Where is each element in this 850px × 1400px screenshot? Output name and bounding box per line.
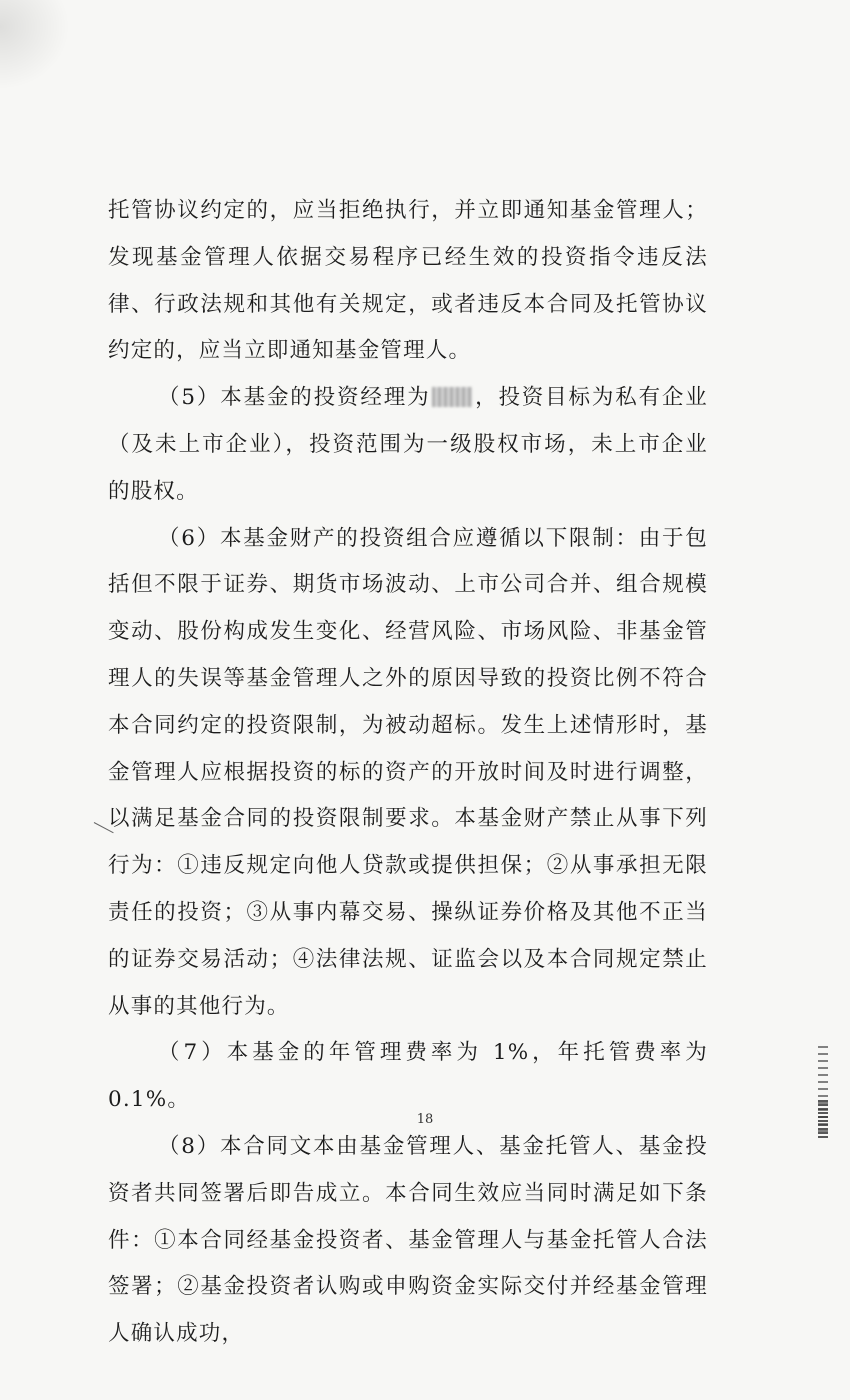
scan-shadow — [0, 0, 70, 90]
paragraph-text: （6）本基金财产的投资组合应遵循以下限制：由于包括但不限于证券、期货市场波动、上市公司合并、组合规模变动、股份构成发生变化、经营风险、市场风险、非基金管理人的失误等基金管理人之外的原因导致的投资比例不符合本合同约定的投资限制，为被动超标。发生上述情形时，基金管理人应根据投资的标的资产的开放时间及时进行调整，以满足基金合同的投资限制要求。本基金财产禁止从事下列行为：①违反规定向他人贷款或提供担保；②从事承担无限责任的投资；③从事内幕交易、操纵证券价格及其他不正当的证券交易活动；④法律法规、证监会以及本合同规定禁止从事的其他行为。 — [108, 525, 708, 1019]
paragraph-text: （7）本基金的年管理费率为 1%，年托管费率为 0.1%。 — [108, 1040, 708, 1113]
document-body — [108, 188, 708, 1358]
paragraph-text: ，投资目标为私有企业（及未上市企业），投资范围为一级股权市场，未上市企业的股权。 — [108, 385, 708, 504]
redacted-name — [432, 387, 472, 407]
paragraph-item-6 — [108, 516, 708, 1031]
paragraph-item-5 — [108, 375, 708, 515]
paragraph-item-8 — [108, 1124, 708, 1358]
paragraph-text: 托管协议约定的，应当拒绝执行，并立即通知基金管理人；发现基金管理人依据交易程序已经生效的投资指令违反法律、行政法规和其他有关规定，或者违反本合同及托管协议约定的，应当立即通知基金管理人。 — [108, 198, 708, 364]
paragraph-item-7 — [108, 1030, 708, 1124]
paragraph-continuation — [108, 188, 708, 375]
paragraph-text: （8）本合同文本由基金管理人、基金托管人、基金投资者共同签署后即告成立。本合同生效应当同时满足如下条件：①本合同经基金投资者、基金管理人与基金托管人合法签署；②基金投资者认购或申购资金实际交付并经基金管理人确认成功， — [108, 1133, 708, 1347]
paragraph-text: （5）本基金的投资经理为 — [158, 385, 431, 411]
page-number: 18 — [416, 1112, 434, 1127]
